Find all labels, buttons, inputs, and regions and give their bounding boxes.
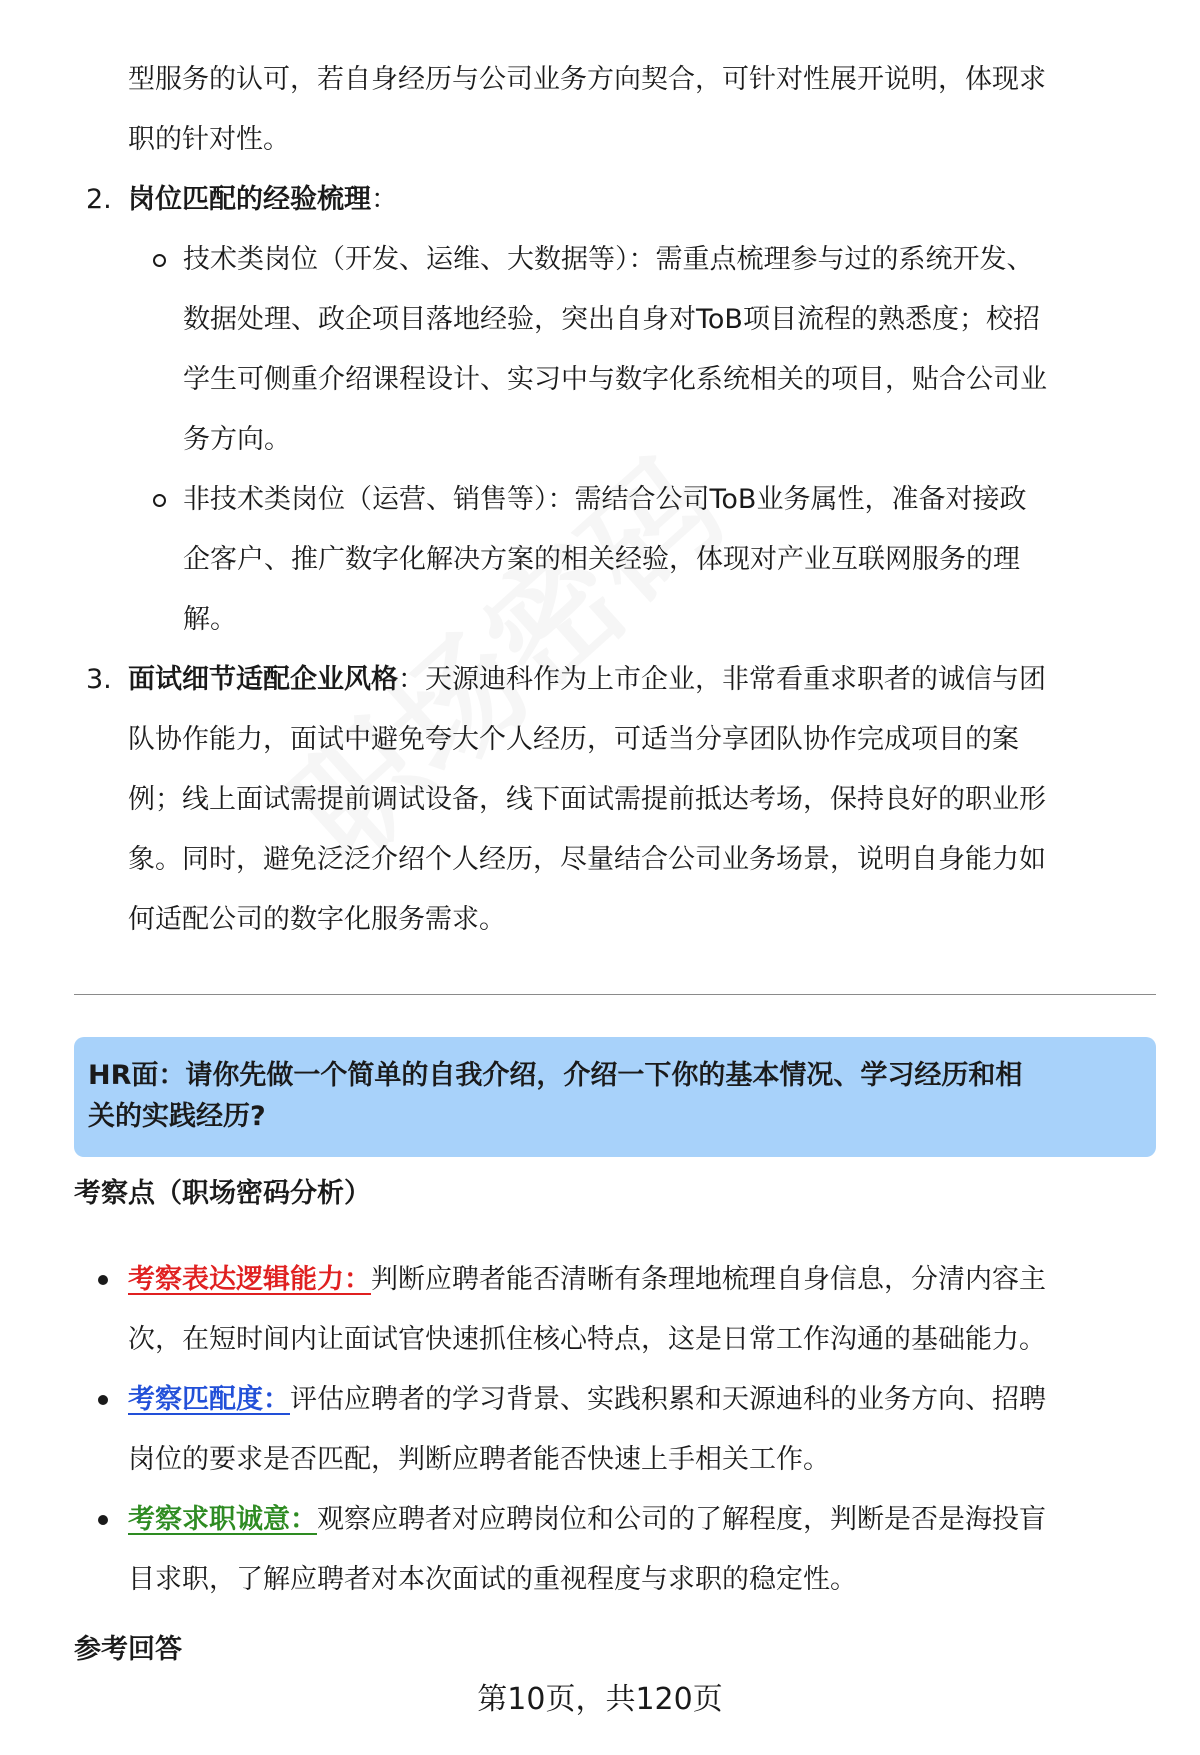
keyword-sincerity: 考察求职诚意： (128, 1504, 317, 1535)
list-item-2 (128, 170, 398, 230)
text-line: 非技术类岗位（运营、销售等）：需结合公司ToB业务属性，准备对接政 (183, 484, 1027, 515)
hollow-bullet-icon (153, 254, 166, 267)
hr-question-box (74, 1037, 1156, 1157)
text-line-rest: ：天源迪科作为上市企业，非常看重求职者的诚信与团 (398, 664, 1046, 695)
text-line: 何适配公司的数字化服务需求。 (128, 904, 506, 935)
text-line-rest: 观察应聘者对应聘岗位和公司的了解程度，判断是否是海投盲 (317, 1504, 1046, 1535)
hollow-bullet-icon (153, 494, 166, 507)
text-line: 例；线上面试需提前调试设备，线下面试需提前抵达考场，保持良好的职业形 (128, 784, 1046, 815)
item-title: 岗位匹配的经验梳理 (128, 184, 371, 215)
text-line: 象。同时，避免泛泛介绍个人经历，尽量结合公司业务场景，说明自身能力如 (128, 844, 1046, 875)
text-line: 数据处理、政企项目落地经验，突出自身对ToB项目流程的熟悉度；校招 (183, 304, 1040, 335)
text-line: 型服务的认可，若自身经历与公司业务方向契合，可针对性展开说明，体现求 (128, 64, 1046, 95)
question-line: 关的实践经历? (88, 1101, 266, 1132)
item-colon: ： (371, 184, 398, 215)
text-line: 企客户、推广数字化解决方案的相关经验，体现对产业互联网服务的理 (183, 544, 1020, 575)
keyword-match: 考察匹配度： (128, 1384, 290, 1415)
text-line: 岗位的要求是否匹配，判断应聘者能否快速上手相关工作。 (128, 1444, 830, 1475)
text-line: 目求职，了解应聘者对本次面试的重视程度与求职的稳定性。 (128, 1564, 857, 1595)
sub-item-technical (183, 230, 1047, 470)
text-line: 职的针对性。 (128, 124, 290, 155)
page-number-footer: 第10页，共120页 (477, 1682, 723, 1717)
text-line: 队协作能力，面试中避免夸大个人经历，可适当分享团队协作完成项目的案 (128, 724, 1019, 755)
keyword-logic: 考察表达逻辑能力： (128, 1264, 371, 1295)
text-line-rest: 判断应聘者能否清晰有条理地梳理自身信息，分清内容主 (371, 1264, 1046, 1295)
bullet-dot-icon (98, 1275, 108, 1285)
text-line: 务方向。 (183, 424, 291, 455)
analysis-point-match (128, 1370, 1046, 1490)
horizontal-divider (74, 994, 1156, 995)
sub-item-non-technical (183, 470, 1026, 650)
analysis-heading: 考察点（职场密码分析） (74, 1178, 371, 1209)
item-title: 面试细节适配企业风格 (128, 664, 398, 695)
bullet-dot-icon (98, 1395, 108, 1405)
text-line: 技术类岗位（开发、运维、大数据等）：需重点梳理参与过的系统开发、 (183, 244, 1034, 275)
continuation-paragraph (128, 50, 1046, 170)
list-number: 3. (86, 664, 112, 695)
analysis-point-sincerity (128, 1490, 1046, 1610)
list-number: 2. (86, 184, 112, 215)
analysis-point-logic (128, 1250, 1046, 1370)
text-line: 解。 (183, 604, 237, 635)
text-line: 学生可侧重介绍课程设计、实习中与数字化系统相关的项目，贴合公司业 (183, 364, 1047, 395)
text-line: 次，在短时间内让面试官快速抓住核心特点，这是日常工作沟通的基础能力。 (128, 1324, 1046, 1355)
list-item-3 (128, 650, 1046, 950)
text-line-rest: 评估应聘者的学习背景、实践积累和天源迪科的业务方向、招聘 (290, 1384, 1046, 1415)
bullet-dot-icon (98, 1515, 108, 1525)
question-line: HR面：请你先做一个简单的自我介绍，介绍一下你的基本情况、学习经历和相 (88, 1060, 1023, 1091)
answer-heading: 参考回答 (74, 1634, 182, 1665)
